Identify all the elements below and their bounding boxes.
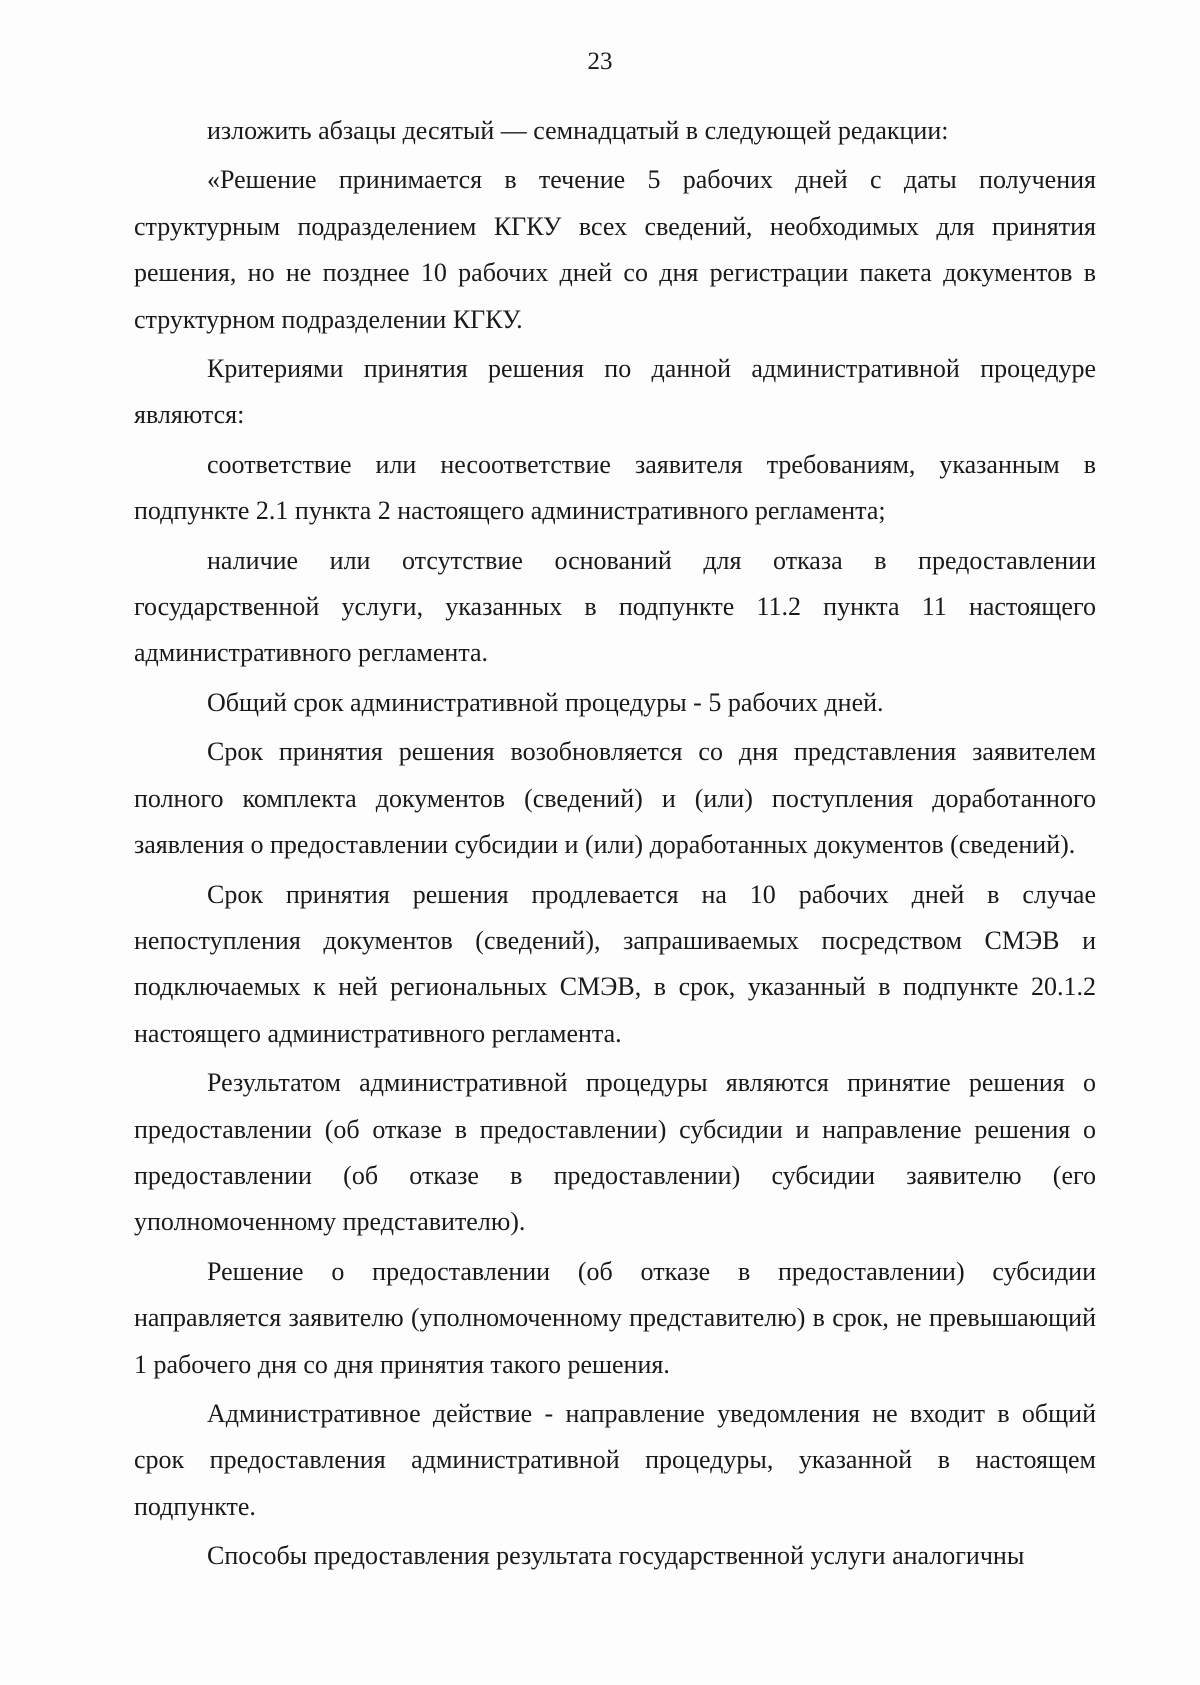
paragraph-term-resumed: Срок принятия решения возобновляется со дня представления заявителем полного комплекта документов (сведений) и (или) поступления доработанного заявления о предоставлении субсидии и (или) доработанных документов (сведений). [134,737,1096,860]
paragraph-notification-action: Административное действие - направление уведомления не входит в общий срок предоставления административной процедуры, указанной в настоящем подпункте. [134,1398,1096,1521]
document-body [134,108,1096,1583]
paragraph-decision-term: «Решение принимается в течение 5 рабочих дней с даты получения структурным подразделением КГКУ всех сведений, необходимых для принятия решения, но не позднее 10 рабочих дней со дня регистрации пакета документов в структурном подразделении КГКУ. [134,165,1096,334]
paragraph-term-extended: Срок принятия решения продлевается на 10 рабочих дней в случае непоступления документов (сведений), запрашиваемых посредством СМЭВ и подключаемых к ней региональных СМЭВ, в срок, указанный в подпункте 20.1.2 настоящего административного регламента. [134,879,1096,1048]
page-number: 23 [587,48,613,75]
paragraph-total-term: Общий срок административной процедуры - 5 рабочих дней. [207,687,884,717]
paragraph-criteria-intro: Критериями принятия решения по данной административной процедуре являются: [134,354,1096,430]
paragraph-decision-sent: Решение о предоставлении (об отказе в предоставлении) субсидии направляется заявителю (уполномоченному представителю) в срок, не превышающий 1 рабочего дня со дня принятия такого решения. [134,1256,1096,1379]
paragraph-amend-instruction: изложить абзацы десятый — семнадцатый в следующей редакции: [207,116,949,145]
paragraph-criteria-compliance: соответствие или несоответствие заявителя требованиям, указанным в подпункте 2.1 пункта 2 настоящего административного регламента; [134,449,1096,526]
paragraph-criteria-grounds: наличие или отсутствие оснований для отказа в предоставлении государственной услуги, указанных в подпункте 11.2 пункта 11 настоящего административного регламента. [134,545,1096,668]
paragraph-result: Результатом административной процедуры являются принятие решения о предоставлении (об отказе в предоставлении) субсидии и направление решения о предоставлении (об отказе в предоставлении) субсидии заявителю (его уполномоченному представителю). [134,1068,1096,1237]
paragraph-result-methods: Способы предоставления результата государственной услуги аналогичны [207,1541,1025,1571]
